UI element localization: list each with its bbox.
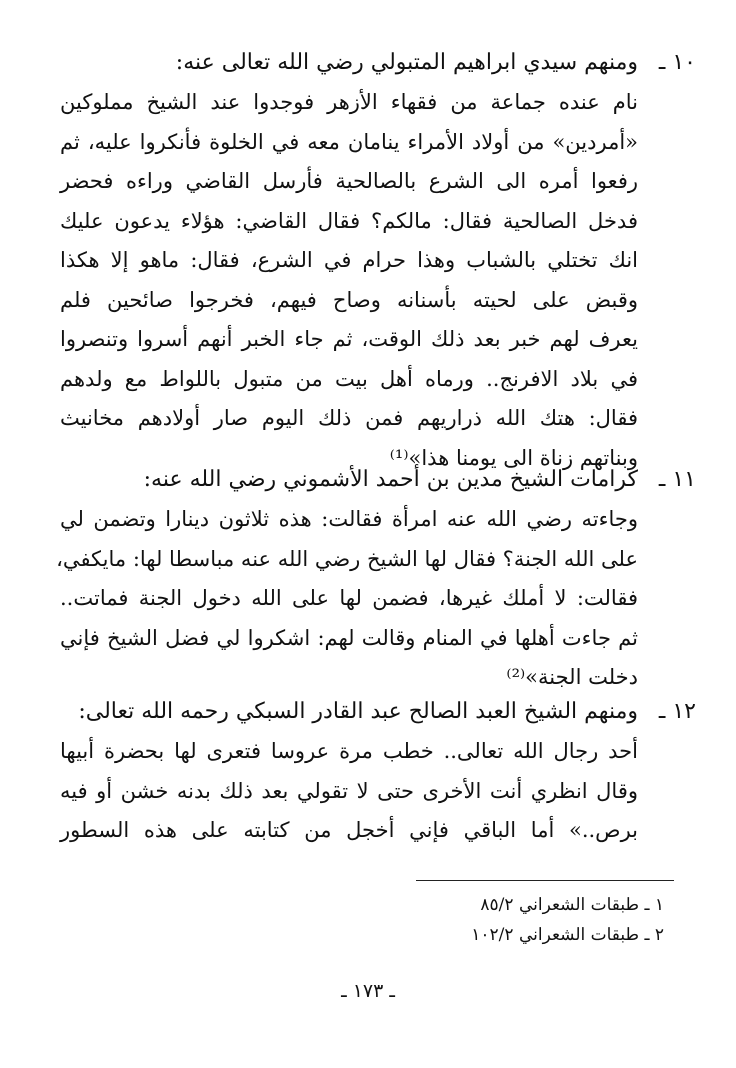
entry-11 xyxy=(56,460,696,698)
text-line: وبناتهم زناة الى يومنا هذا»⁽¹⁾ xyxy=(389,445,638,470)
entry-heading xyxy=(60,43,696,83)
text-line: نام عنده جماعة من فقهاء الأزهر فوجدوا عند الشيخ مملوكين xyxy=(60,90,638,114)
text-line: ثم جاءت أهلها في المنام وقالت لهم: اشكروا لي فضل الشيخ فإني xyxy=(60,625,638,650)
text-line: دخلت الجنة»⁽²⁾ xyxy=(506,665,638,689)
footnote-divider xyxy=(416,880,674,881)
entry-10 xyxy=(60,43,696,478)
text-line: انك تختلي بالشباب وهذا حرام في الشرع، فقال: ماهو إلا هكذا xyxy=(60,248,638,272)
entry-title: ومنهم سيدي ابراهيم المتبولي رضي الله تعالى عنه: xyxy=(175,50,638,75)
entry-12 xyxy=(60,692,696,851)
text-line: فقالت: لا أملك غيرها، فضمن لها على الله دخول الجنة فماتت.. xyxy=(60,586,638,610)
text-line: أحد رجال الله تعالى.. خطب مرة عروسا فتعرى لها بحضرة أبيها xyxy=(60,739,638,763)
text-line: على الله الجنة؟ فقال لها الشيخ رضي الله عنه مباسطا لها: مايكفي، xyxy=(56,546,638,571)
entry-number: ١٢ ـ xyxy=(658,699,696,724)
footnotes xyxy=(471,890,664,950)
entry-text xyxy=(60,732,638,851)
footnote: ١ ـ طبقات الشعراني ٨٥/٢ xyxy=(480,895,664,915)
entry-heading xyxy=(60,460,696,500)
text-line: يعرف لهم خبر بعد ذلك الوقت، ثم جاء الخبر أنهم أسروا وتنصروا xyxy=(60,327,638,351)
entry-number: ١١ ـ xyxy=(658,467,696,492)
text-line: في بلاد الافرنج.. ورماه أهل بيت من متبول باللواط مع ولدهم xyxy=(60,366,638,391)
text-line: رفعوا أمره الى الشرع بالصالحية فأرسل القاضي وراءه فحضر xyxy=(60,169,638,193)
entry-title: ومنهم الشيخ العبد الصالح عبد القادر السبكي رحمه الله تعالى: xyxy=(78,699,638,724)
text-line: فدخل الصالحية فقال: مالكم؟ فقال القاضي: هؤلاء يدعون عليك xyxy=(60,208,638,233)
text-line: فقال: هتك الله ذراريهم فمن ذلك اليوم صار أولادهم مخانيث xyxy=(60,406,638,430)
entry-text xyxy=(56,500,638,698)
footnote: ٢ ـ طبقات الشعراني ١٠٢/٢ xyxy=(471,925,664,945)
entry-title: كرامات الشيخ مدين بن أحمد الأشموني رضي الله عنه: xyxy=(143,467,638,492)
text-line: وقال انظري أنت الأخرى حتى لا تقولي بعد ذلك بدنه خشن أو فيه xyxy=(60,778,638,803)
text-line: برص..» أما الباقي فإني أخجل من كتابته على هذه السطور xyxy=(60,818,638,842)
text-line: «أمردين» من أولاد الأمراء ينامان معه في الخلوة فأنكروا عليه، ثم xyxy=(60,129,638,154)
page-number: ـ ١٧٣ ـ xyxy=(341,980,395,1002)
text-line: وقبض على لحيته بأسنانه وصاح فيهم، فخرجوا صائحين فلم xyxy=(60,287,638,312)
text-line: وجاءته رضي الله عنه امرأة فقالت: هذه ثلاثون دينارا وتضمن لي xyxy=(60,507,638,531)
entry-heading xyxy=(60,692,696,732)
entry-number: ١٠ ـ xyxy=(658,50,696,75)
entry-text xyxy=(60,83,638,478)
